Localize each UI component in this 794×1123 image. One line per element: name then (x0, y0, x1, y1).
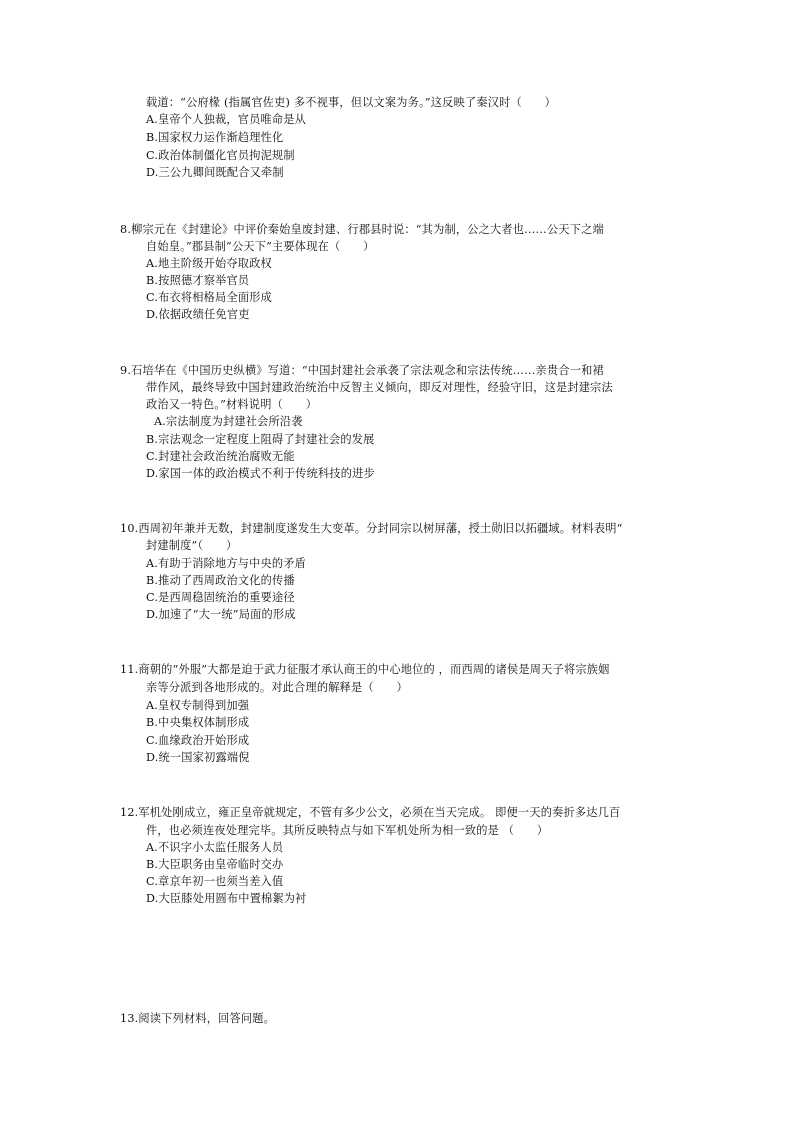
question-12-option-b: B.大臣职务由皇帝临时交办 (146, 858, 284, 871)
question-9-stem-line-1: 9.石培华在《中国历史纵横》写道：“中国封建社会承袭了宗法观念和宗法传统……亲贵合一和裙 (120, 364, 604, 377)
question-11-option-d: D.统一国家初露端倪 (146, 751, 250, 764)
question-12-stem-line-1: 12.军机处刚成立，雍正皇帝就规定，不管有多少公文，必须在当天完成。 即便一天的奏折多达几百 (120, 806, 621, 819)
question-9-stem-line-2: 带作风，最终导致中国封建政治统治中反智主义倾向，即反对理性，经验守旧，这是封建宗法 (146, 381, 613, 394)
question-10-option-d: D.加速了“大一统”局面的形成 (146, 608, 296, 621)
question-11-stem-line-1: 11.商朝的“外服”大都是迫于武力征服才承认商王的中心地位的 ，而西周的诸侯是周天子将宗族姻 (120, 663, 610, 676)
question-13-stem: 13.阅读下列材料，回答问题。 (120, 1012, 276, 1025)
question-11-option-a: A.皇权专制得到加强 (146, 699, 250, 712)
question-9-option-d: D.家国一体的政治模式不利于传统科技的进步 (146, 467, 375, 480)
question-8-stem-line-2: 自始皇。”郡县制“公天下”主要体现在（ ） (146, 240, 375, 253)
question-7-option-c: C.政治体制僵化官员拘泥规制 (146, 149, 295, 162)
question-9-option-c: C.封建社会政治统治腐败无能 (146, 450, 295, 463)
question-10-option-c: C.是西周稳固统治的重要途径 (146, 591, 295, 604)
question-8-option-d: D.依据政绩任免官吏 (146, 308, 250, 321)
question-7-option-b: B.国家权力运作渐趋理性化 (146, 131, 284, 144)
question-10-stem-line-1: 10.西周初年兼并无数，封建制度遂发生大变革。分封同宗以树屏藩，授土勋旧以拓疆域。材料表明“ (120, 522, 623, 535)
question-7-option-d: D.三公九卿间既配合又牵制 (146, 166, 284, 179)
question-10-option-b: B.推动了西周政治文化的传播 (146, 574, 295, 587)
question-10-stem-line-2: 封建制度”（ ） (146, 539, 238, 552)
question-8-option-c: C.布衣将相格局全面形成 (146, 291, 272, 304)
question-7-stem: 载道：“公府椽 (指属官佐吏) 多不视事，但以文案为务。”这反映了秦汉时（ ） (146, 96, 557, 109)
question-8-option-a: A.地主阶级开始夺取政权 (146, 257, 272, 270)
question-11-option-b: B.中央集权体制形成 (146, 716, 250, 729)
question-11-option-c: C.血缘政治开始形成 (146, 734, 250, 747)
question-8-stem-line-1: 8.柳宗元在《封建论》中评价秦始皇废封建、行郡县时说：“其为制，公之大者也……公天下之端 (120, 223, 604, 236)
question-9-option-a: A.宗法制度为封建社会所沿袭 (154, 415, 303, 428)
question-12-option-a: A.不识字小太监任服务人员 (146, 841, 284, 854)
question-12-option-d: D.大臣膝处用圆布中置棉絮为衬 (146, 892, 307, 905)
question-10-option-a: A.有助于消除地方与中央的矛盾 (146, 557, 307, 570)
question-11-stem-line-2: 亲等分派到各地形成的。对此合理的解释是（ ） (146, 681, 408, 694)
question-9-option-b: B.宗法观念一定程度上阻碍了封建社会的发展 (146, 433, 375, 446)
question-7-option-a: A.皇帝个人独裁，官员唯命是从 (146, 113, 307, 126)
question-12-option-c: C.章京年初一也须当差入值 (146, 875, 284, 888)
question-12-stem-line-2: 件，也必须连夜处理完毕。其所反映特点与如下军机处所为相一致的是 （ ） (146, 824, 549, 837)
question-9-stem-line-3: 政治又一特色。”材料说明（ ） (146, 398, 318, 411)
question-8-option-b: B.按照德才察举官员 (146, 274, 250, 287)
